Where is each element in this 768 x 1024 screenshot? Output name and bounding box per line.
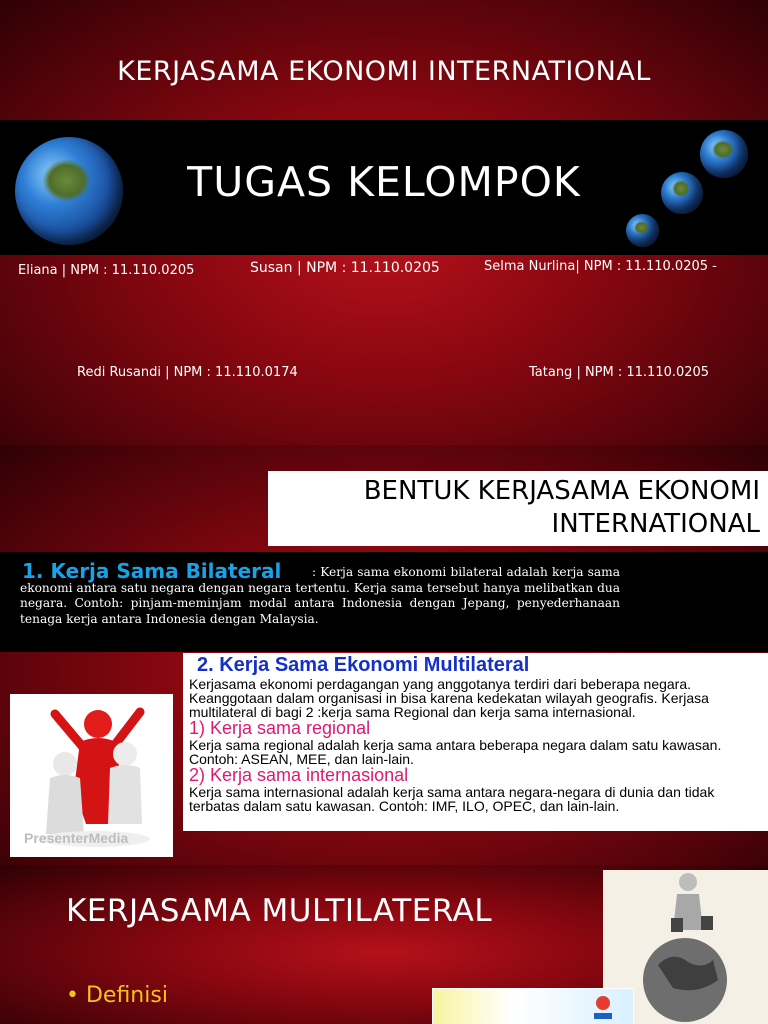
- international-description: Kerja sama internasional adalah kerja sama antara negara-negara di dunia dan tidak terbatas dalam satu kawasan. Contoh: IMF, ILO, OPEC, dan lain-lain.: [189, 784, 715, 814]
- member-name: Tatang | NPM : 11.110.0205: [529, 365, 710, 380]
- regional-heading: 1) Kerja sama regional: [189, 718, 371, 738]
- slide-title: KERJASAMA EKONOMI INTERNATIONAL: [117, 56, 651, 87]
- presenter-image: [10, 694, 173, 857]
- globe-icon: [700, 130, 748, 178]
- multilateral-box: [183, 653, 768, 831]
- slide-forms-of-cooperation: [0, 445, 768, 865]
- globe-icon: [626, 214, 659, 247]
- thumbnail-image: [432, 988, 634, 1024]
- slide-title: KERJASAMA MULTILATERAL: [66, 893, 493, 929]
- slide-multilateral: [0, 865, 768, 1024]
- slide-heading-line: BENTUK KERJASAMA EKONOMI: [363, 476, 760, 506]
- multilateral-heading: 2. Kerja Sama Ekonomi Multilateral: [197, 654, 530, 676]
- globe-icon: [661, 172, 703, 214]
- multilateral-description: Kerjasama ekonomi perdagangan yang anggotanya terdiri dari beberapa negara. Keanggotaan dalam organisasi in bisa karena kedekatan wilayah geografis. Kerjasa multilateral di bagi 2 :kerja sama Regional dan kerja sama internasional.: [189, 676, 709, 720]
- member-name: Eliana | NPM : 11.110.0205: [18, 263, 195, 278]
- globe-icon: [15, 137, 123, 245]
- bilateral-description: : Kerja sama ekonomi bilateral adalah kerja sama ekonomi antara satu negara dengan negara tertentu. Kerja sama tersebut hanya melibatkan dua negara. Contoh: pinjam-meminjam modal antara Indonesia dengan Jepang, penyederhanaan tenaga kerja antara Indonesia dengan Malaysia.: [20, 565, 620, 626]
- slide-heading-box: [268, 471, 768, 546]
- group-task-title: TUGAS KELOMPOK: [187, 158, 581, 206]
- member-name: Selma Nurlina| NPM : 11.110.0205 -: [484, 259, 717, 274]
- international-heading: 2) Kerja sama internasional: [189, 765, 409, 785]
- bilateral-heading: 1. Kerja Sama Bilateral: [22, 559, 282, 583]
- regional-description: Kerja sama regional adalah kerja sama antara beberapa negara dalam satu kawasan. Contoh: ASEAN, MEE, dan lain-lain.: [189, 737, 722, 767]
- presenter-watermark: PresenterMedia: [24, 830, 129, 846]
- member-name: Susan | NPM : 11.110.0205: [250, 260, 440, 276]
- member-name: Redi Rusandi | NPM : 11.110.0174: [77, 365, 298, 380]
- bullet-definition: • Definisi: [66, 983, 168, 1008]
- slide-title-group: [0, 0, 768, 445]
- slide-heading-line: INTERNATIONAL: [551, 509, 760, 539]
- accent-logo-icon: [433, 989, 633, 1024]
